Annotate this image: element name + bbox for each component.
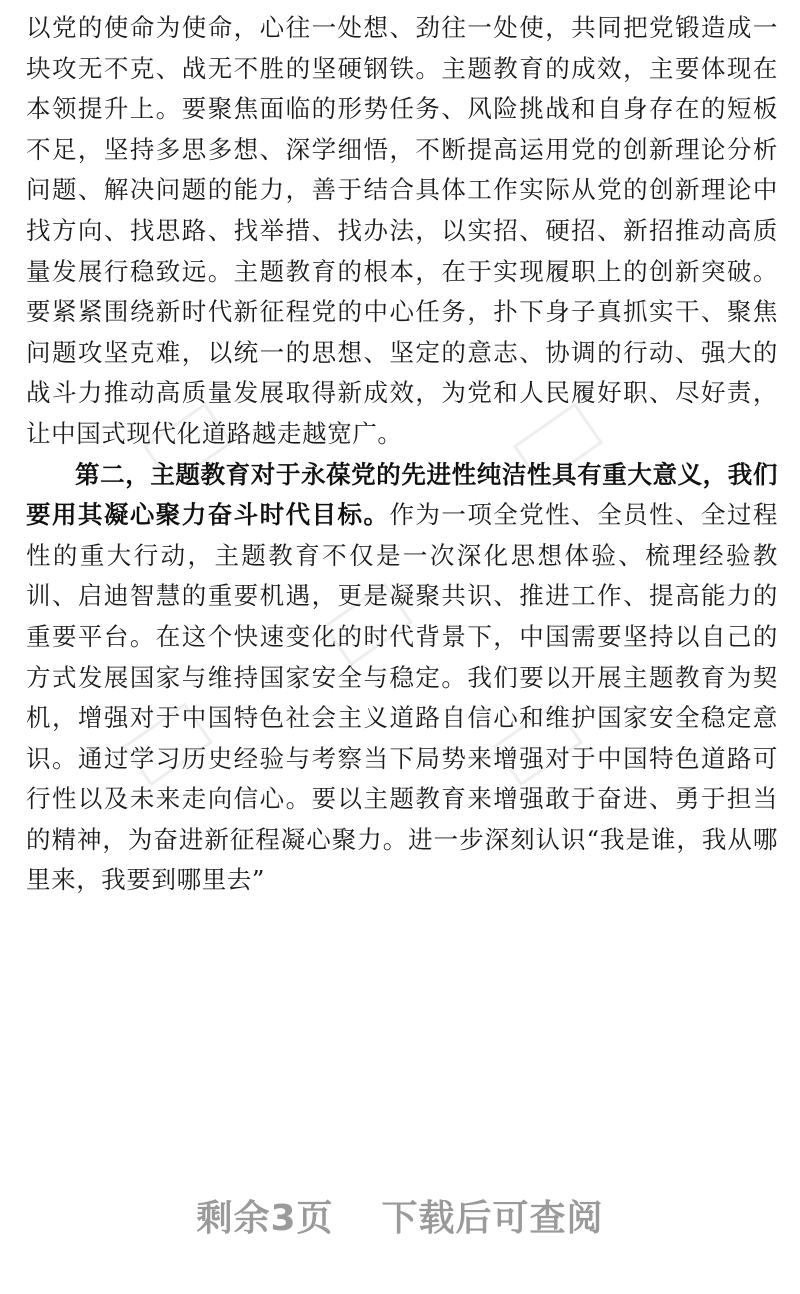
remaining-pages-label: 剩余3页: [196, 1198, 334, 1239]
paragraph-text: 作为一项全党性、全员性、全过程性的重大行动，主题教育不仅是一次深化思想体验、梳理经验教训、启迪智慧的重要机遇，更是凝聚共识、推进工作、提高能力的重要平台。在这个快速变化的时代背景下，中国需要坚持以自己的方式发展国家与维持国家安全与稳定。我们要以开展主题教育为契机，增强对于中国特色社会主义道路自信心和维护国家安全稳定意识。通过学习历史经验与考察当下局势来增强对于中国特色道路可行性以及未来走向信心。要以主题教育来增强敢于奋进、勇于担当的精神，为奋进新征程凝心聚力。进一步深刻认识“我是谁，我从哪里来，我要到哪里去”: [26, 500, 778, 895]
paragraph-continued: [26, 8, 778, 455]
download-hint-label: 下载后可查阅: [381, 1198, 604, 1239]
document-body: [26, 8, 778, 901]
remaining-pages-notice[interactable]: [0, 1190, 800, 1241]
paragraph-section-two: [26, 455, 778, 902]
section-lead-sentence: 第二，主题教育对于永葆党的先进性纯洁性具有重大意义，我们要用其凝心聚力奋斗时代目标。: [26, 459, 778, 530]
paragraph-text: 以党的使命为使命，心往一处想、劲往一处使，共同把党锻造成一块攻无不克、战无不胜的坚硬钢铁。主题教育的成效，主要体现在本领提升上。要聚焦面临的形势任务、风险挑战和自身存在的短板不足，坚持多思多想、深学细悟，不断提高运用党的创新理论分析问题、解决问题的能力，善于结合具体工作实际从党的创新理论中找方向、找思路、找举措、找办法，以实招、硬招、新招推动高质量发展行稳致远。主题教育的根本，在于实现履职上的创新突破。要紧紧围绕新时代新征程党的中心任务，扑下身子真抓实干、聚焦问题攻坚克难，以统一的思想、坚定的意志、协调的行动、强大的战斗力推动高质量发展取得新成效，为党和人民履好职、尽好责，让中国式现代化道路越走越宽广。: [26, 13, 778, 448]
